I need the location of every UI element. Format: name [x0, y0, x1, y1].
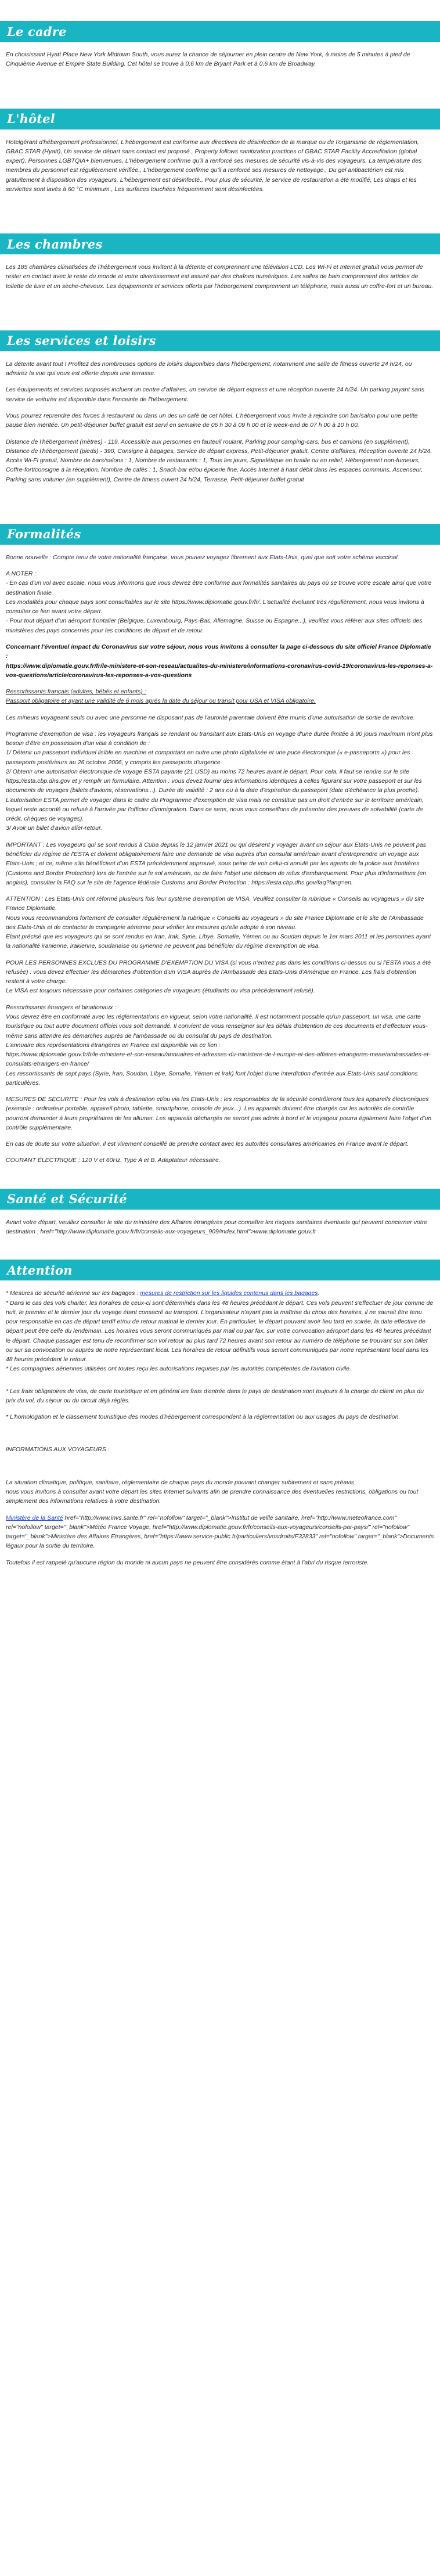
section-title: Les chambres: [7, 236, 103, 251]
paragraph: Bonne nouvelle : Compte tenu de votre nationalité française, vous pouvez voyagez librement aux Etats-Unis, quel que soit votre schéma vaccinal.: [6, 553, 399, 561]
paragraph: La détente avant tout ! Profitez des nombreuses options de loisirs disponibles dans l'hébergement, notamment une salle de fitness ouverte 24 h/24, ou admirez la vue qui vous est offerte depuis une terrasse.: [6, 360, 412, 377]
section-title: Le cadre: [7, 24, 67, 39]
section-header-hotel: [0, 109, 440, 129]
section-header-formalites: [0, 524, 440, 545]
text: * Mesures de sécurité aérienne sur les bagages :: [6, 1290, 140, 1297]
paragraph: IMPORTANT : Les voyageurs qui se sont rendus à Cuba depuis le 12 janvier 2021 ou qui désirent y voyager avant un séjour aux Etats-Unis ne peuvent pas bénéficier du régime de l'ESTA et doivent obligatoirement faire une demande de visa auprès d'un consulat américain avant d'entreprendre un voyage aux Etats-Unis ; et ce, même s'ils bénéficient d'un ESTA précédemment approuvé, sous peine de voir celui-ci annulé par les agents de la police aux frontières (Customs and Border Protection) lors de l'entrée sur le sol américain, ou de faire l'objet une décision de refus d'embarquement. Pour plus d'informations (en anglais), consulter la FAQ sur le site de l'agence fédérale Customs and Border Protection : https://esta.cbp.dhs.gov/faq?lang=en.: [6, 841, 427, 886]
section-title: Santé et Sécurité: [7, 1192, 127, 1207]
text: . * Dans le cas des vols charter, les horaires de ceux-ci sont déterminés dans les 48 heures précédant le départ. Ces vols peuvent s'effectuer de jour comme de nuit, le premier et le dernier jour du voyage étant consacré au transport. L'organisateur n'ayant pas la maîtrise du choix des horaires, il ne saurait être tenu pour responsable en cas de départ tardif et/ou de retour matinal le dernier jour. En particulier, le départ pouvant avoir lieu tard en soirée, la date effective de départ peut être celle du lendemain. Les horaires vous seront communiqués par mail ou par fax, sur votre convocation aéroport dans les 48 heures précédant le départ. Chaque passager est tenu de reconfirmer son vol retour au plus tard 72 heures avant son retour au numéro de téléphone se trouvant sur son billet ou sur sa convocation ou auprès de notre représentant local. Les horaires de retour définitifs vous seront communiqués par notre représentant local dans les 48 heures précédant le retour. * Les compagnies aériennes utilisées ont toutes reçu les autorisations requises par les autorités compétentes de l'aviation civile.: [6, 1290, 434, 1373]
paragraph: A NOTER : - En cas d'un vol avec escale, nous vous informons que vous devrez être conforme aux formalités sanitaires du pays où se trouve votre escale ainsi que votre destination finale. Les modalités pour chaque pays sont consultables sur le site https://www.diplomatie.gouv.fr/fr/. L'actualité évoluant très régulièrement, nous vous invitons à consulter ce lien avant votre départ. - Pour tout départ d'un aéroport frontalier (Belgique, Luxembourg, Pays-Bas, Allemagne, Suisse ou Espagne...), veuillez vous référer aux sites officiels des ministères des pays concernés pour les conditions de départ et de retour.: [6, 570, 432, 634]
section-title: L'hôtel: [7, 111, 55, 127]
section-body-attention: [0, 1289, 440, 1567]
section-header-services: [0, 330, 440, 351]
paragraph: * L'homologation et le classement touristique des modes d'hébergement correspondent à la réglementation ou aux usages du pays de destination.: [6, 1413, 401, 1421]
paragraph: [6, 1513, 434, 1551]
text: href="http://www.invs.sante.fr" rel="nofollow" target="_blank">Institut de veille sanitaire, href="http://www.meteofrance.com" rel="nofollow" target="_blank">Météo France Voyage, href="http://www.diplomatie.gouv.fr/fr/conseils-aux-voyageurs/conseils-par-pays/" rel="nofollow" target="_blank">Ministère des Affaires Etrangères, href="https://www.service-public.fr/particuliers/vosdroits/F32833" rel="nofollow" target="_blank">Documents légaux pour la sortie du territoire.: [6, 1514, 434, 1550]
paragraph: * Les frais obligatoires de visa, de carte touristique et en général les frais d'entrée dans le pays de destination sont toujours à la charge du client en plus du prix du vol, du séjour ou du circuit déjà réglés.: [6, 1387, 424, 1404]
section-header-attention: [0, 1260, 440, 1280]
liquids-restriction-link[interactable]: mesures de restriction sur les liquides contenus dans les bagages: [140, 1290, 318, 1297]
section-title: Les services et loisirs: [7, 333, 156, 348]
section-body-hotel: [0, 138, 440, 195]
paragraph: Hotelgérant d'hébergement professionnel, L'hébergement est conforme aux directives de désinfection de la marque ou de l'organisme de réglementation, GBAC STAR (Hyatt), Un service de départ sans contact est proposé., Property follows sanitization practices of GBAC STAR Facility Accreditation (global expert), Personnes LGBTQIA+ bienvenues, L'hébergement confirme qu'il a renforcé ses mesures de sécurité vis-à-vis des voyageurs, La température des membres du personnel est régulièrement vérifiée., L'hébergement confirme qu'il a renforcé ses mesures de nettoyage., Du gel antibactérien est mis gratuitement à disposition des voyageurs, L'hébergement est désinfecté., Pour plus de sécurité, le service de restauration a été modifié, Les draps et les serviettes sont lavés à 60 °C minimum., Les surfaces touchées fréquemment sont désinfectées.: [6, 138, 422, 193]
paragraph: La situation climatique, politique, sanitaire, réglementaire de chaque pays du monde pouvant changer subitement et sans préavis nous vous invitons à consulter avant votre départ les sites Internet suivants afin de prendre connaissance des éventuelles restrictions, obligations ou tout simplement des informations relatives à votre destination.: [6, 1478, 419, 1505]
paragraph: INFORMATIONS AUX VOYAGEURS :: [6, 1446, 110, 1454]
paragraph: En choisissant Hyatt Place New York Midtown South, vous aurez la chance de séjourner en plein centre de New York, à moins de 5 minutes à pied de Cinquième Avenue et Empire State Building. Cet hôtel se trouve à 0,6 km de Bryant Park et à 0,6 km de Broadway.: [6, 51, 410, 68]
paragraph: MESURES DE SECURITE : Pour les vols à destination et/ou via les Etats-Unis : les responsables de la sécurité contrôleront tous les appareils électroniques (exemple : ordinateur portable, appareil photo, tablette, smartphone, console de jeux...). Les appareils doivent être chargés car les autorités de contrôle pourront demander à leurs propriétaires de les allumer. Les appareils déchargés ne seront pas admis à bord et le voyageur pourra également faire l'objet d'un contrôle supplémentaire.: [6, 1096, 432, 1131]
paragraph: Distance de l'hébergement (mètres) - 119, Accessible aux personnes en fauteuil roulant, Parking pour camping-cars, bus et camions (en supplément), Distance de l'hébergement (pieds) - 390, Consigne à bagages, Service de départ express, Petit-déjeuner gratuit, Centre d'affaires, Réception ouverte 24 h/24, Accès Wi-Fi gratuit, Nombre de bars/salons : 1, Nombre de restaurants : 1, Tous les jours, Signalétique en braille ou en relief, Hébergement non-fumeurs, Coffre-fort/consigne à la réception, Nombre de cafés : 1, Snack-bar et/ou épicerie fine, Accès Internet à haut débit dans les espaces communs, Ascenseur, Parking sans voiturier (en supplément), Centre de fitness ouvert 24 h/24, Terrasse, Petit-déjeuner buffet gratuit: [6, 438, 432, 483]
paragraph: POUR LES PERSONNES EXCLUES DU PROGRAMME D'EXEMPTION DU VISA (si vous n'entrez pas dans les conditions ci-dessus ou si l'ESTA vous a été refusée) : vous devez effectuer les démarches d'obtention d'un VISA auprès de l'Ambassade des Etats-Unis d'Amérique en France. Les frais d'obtention restent à votre charge. Le VISA est toujours nécessaire pour certaines catégories de voyageurs (étudiants ou visa précédemment refusé).: [6, 959, 431, 995]
section-header-sante: [0, 1189, 440, 1210]
section-body-services: [0, 359, 440, 484]
section-body-formalites: [0, 553, 440, 1165]
paragraph: COURANT ÉLECTRIQUE : 120 V et 60Hz. Type A et B. Adaptateur nécessaire.: [6, 1157, 221, 1164]
paragraph: Les 185 chambres climatisées de l'hébergement vous invitent à la détente et comprennent une télévision LCD. Les Wi-Fi et Internet gratuit vous permet de rester en contact avec le reste du monde et votre divertissement est assuré par des chaînes numériques. Les salles de bain comprennent des articles de toilette de luxe et un sèche-cheveux. Les équipements et services offerts par l'hébergement comprennent un téléphone, mais aussi un coffre-fort et un bureau.: [6, 264, 434, 290]
paragraph: Avant votre départ, veuillez consulter le site du ministère des Affaires étrangères pour connaître les risques sanitaires éventuels qui peuvent concerner votre destination : href="http://www.diplomatie.gouv.fr/fr/conseils-aux-voyageurs_909/index.html">www.diplomatie.gouv.fr: [6, 1218, 428, 1235]
section-title: Formalités: [7, 527, 81, 542]
paragraph-bold: Concernant l'éventuel impact du Coronavirus sur votre séjour, nous vous invitons à consulter la page ci-dessous du site officiel France Diplomatie : https://www.diplomatie.gouv.fr/fr/le-ministere-et-son-reseau/actualites-du-ministere/informations-coronavirus-covid-19/coronavirus-les-reponses-a-vos-questions/article/coronavirus-les-reponses-a-vos-questions: [6, 643, 433, 679]
paragraph: Ressortissants étrangers et binationaux : Vous devrez être en conformité avec les réglementations en vigueur, selon votre nationalité. Il est notamment possible qu'un passeport, un visa, une carte touristique ou tout autre document officiel vous soit demandé. Il convient de vous renseigner sur les délais d'obtention de ces documents et d'effectuer vous-même sans attendre les démarches auprès de l'ambassade ou du consulat du pays de destination. L'annuaire des représentations étrangères en France est disponible via ce lien : https://www.diplomatie.gouv.fr/fr/le-ministere-et-son-reseau/annuaires-et-adresses-du-ministere-de-l-europe-et-des-affaires-etrangeres-meae/ambassades-et-consulats-etrangers-en-france/ Les ressortissants de sept pays (Syrie, Iran, Soudan, Libye, Somalie, Yémen et Irak) font l'objet d'une interdiction d'entrée aux Etats-Unis sauf conditions particulières.: [6, 1003, 431, 1086]
ministere-sante-link[interactable]: Ministère de la Santé: [6, 1514, 63, 1521]
paragraph: ATTENTION : Les Etats-Unis ont réformé plusieurs fois leur système d'exemption de VISA. Veuillez consulter la rubrique « Conseils au voyageurs » du site France Diplomatie. Nous vous recommandons fortement de consulter régulièrement la rubrique « Conseils au voyageurs » du site France Diplomatie et le site de l'Ambassade des Etats-Unis et de contacter la compagnie aérienne pour vérifier les mesures qu'elle adopte à son niveau. Etant précisé que les voyageurs qui se sont rendus en Iran, Irak, Syrie, Libye, Somalie, Yémen ou au Soudan depuis le 1er mars 2011 et les personnes ayant la nationalité iranienne, irakienne, soudanaise ou syrienne ne peuvent pas bénéficier du régime d'exemption de visa.: [6, 895, 431, 950]
page-content: [0, 21, 440, 1567]
paragraph: Vous pourrez reprendre des forces à restaurant ou dans un des un café de cet hôtel. L'hébergement vous invite à rejoindre son bar/salon pour une petite pause bien méritée. Un petit-déjeuner buffet gratuit est servi en semaine de 06 h 30 à 09 h 00 et le week-end de 07 h 00 à 10 h 00.: [6, 412, 418, 429]
section-header-cadre: [0, 21, 440, 42]
section-body-cadre: [0, 50, 440, 69]
paragraph: Les équipements et services proposés incluent un centre d'affaires, un service de départ express et une réception ouverte 24 h/24. Un parking payant sans service de voiturier est disponible dans l'enceinte de l'hébergement.: [6, 386, 425, 403]
paragraph: Programme d'exemption de visa : les voyageurs français se rendant ou transitant aux Etats-Unis en voyage d'une durée limitée à 90 jours maximum n'ont plus besoin d'être en possession d'un visa à condition de : 1/ Détenir un passeport individuel lisible en machine et comportant en outre une photo digitalisée et une puce électronique (« e-passeports ») pour les passeports postérieurs au 26 octobre 2006, y compris les passeports d'urgence. 2/ Obtenir une autorisation électronique de voyage ESTA payante (21 USD) au moins 72 heures avant le départ. Pour cela, il faut se rendre sur le site https://esta.cbp.dhs.gov et y remplir un formulaire. Attention : vous devez fournir des informations identiques à celles figurant sur votre passeport et sur les documents de voyages (billets d'avions, réservations...). Durée de validité : 2 ans ou à la date d'expiration du passeport (date d'échéance la plus proche). L'autorisation ESTA permet de voyager dans le cadre du Programme d'exemption de visa mais ne constitue pas un droit d'entrée sur le territoire américain, lequel reste accordé ou refusé à l'arrivée par l'officier d'immigration. Dans ce sens, nous vous conseillons de présenter des preuves de solvabilité (carte de crédit, chèques de voyages). 3/ Avoir un billet d'avion aller-retour.: [6, 730, 433, 832]
paragraph: En cas de doute sur votre situation, il est vivement conseillé de prendre contact avec les autorités consulaires américaines en France avant le départ.: [6, 1141, 409, 1148]
paragraph: [6, 1289, 434, 1373]
section-body-chambres: [0, 262, 440, 291]
paragraph: Toutefois il est rappelé qu'aucune région du monde ni aucun pays ne peuvent être considérés comme étant à l'abri du risque terroriste.: [6, 1559, 369, 1566]
section-body-sante: [0, 1218, 440, 1237]
section-title: Attention: [7, 1262, 73, 1278]
paragraph: Les mineurs voyageant seuls ou avec une personne ne disposant pas de l'autorité parentale doivent être munis d'une autorisation de sortie de territoire.: [6, 714, 416, 721]
section-header-chambres: [0, 233, 440, 254]
paragraph-underlined: Ressortissants français (adultes, bébés et enfants) : Passport obligatoire et ayant une validité de 6 mois après la date du séjour ou transit pour USA et VISA obligatoire.: [6, 688, 316, 705]
